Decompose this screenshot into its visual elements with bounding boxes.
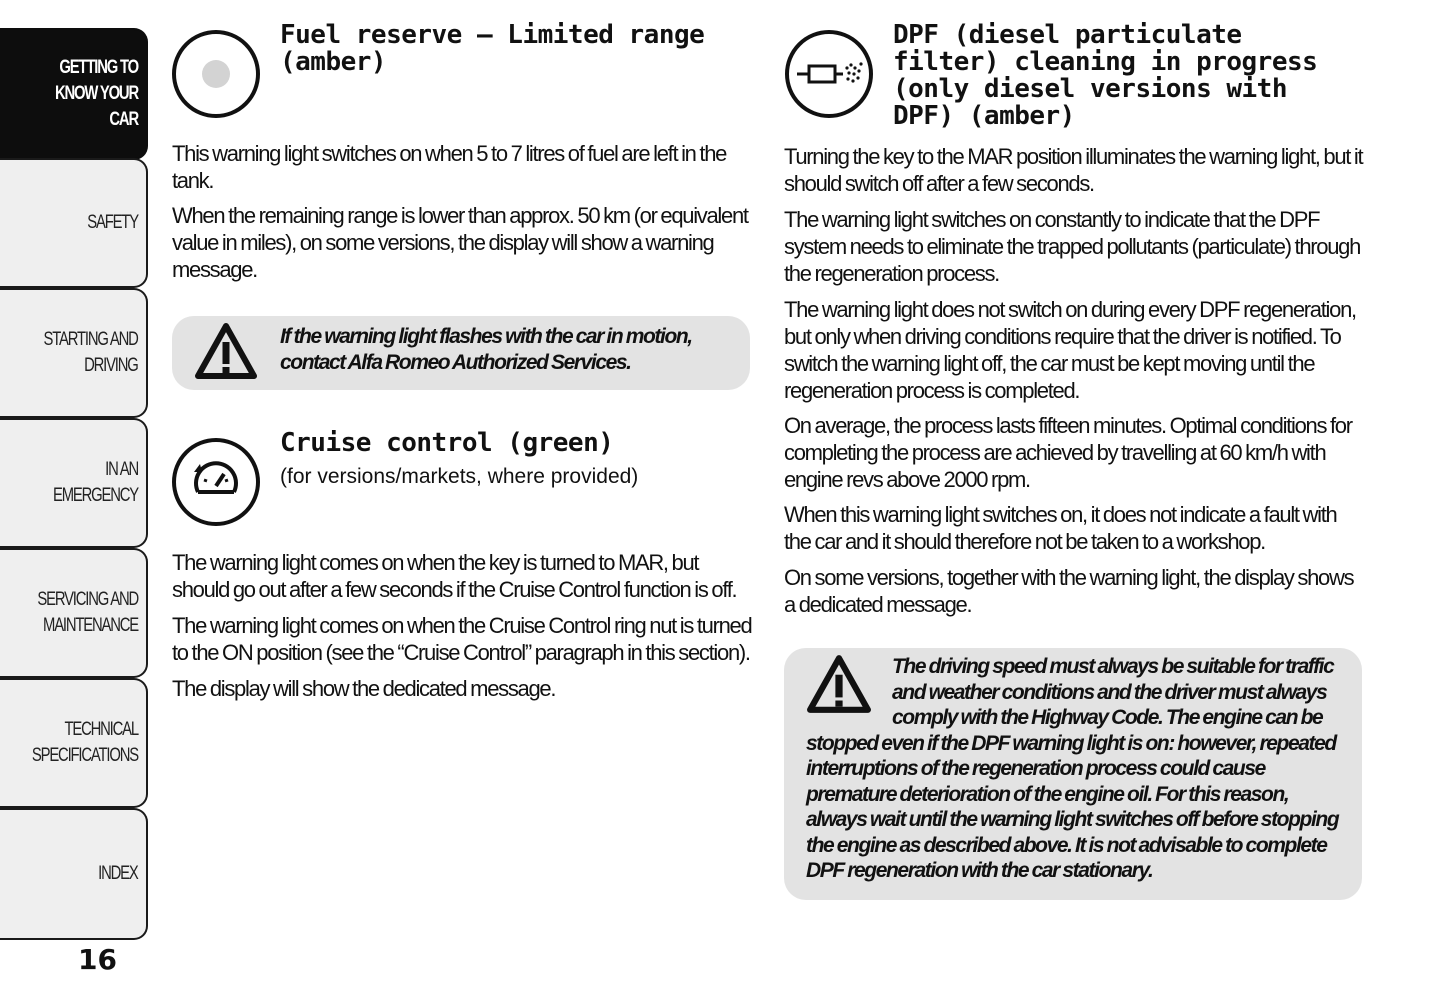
tab-label: STARTING AND DRIVING [43, 329, 138, 376]
page-number: 16 [78, 943, 117, 976]
tab-label: SAFETY [87, 212, 138, 233]
dpf-title: DPF (diesel particulate filter) cleaning in progress (only diesel versions with DPF) (amber) [893, 20, 1318, 131]
tab-label: INDEX [98, 863, 138, 884]
dpf-filter-icon [785, 30, 873, 118]
tab-starting-and-driving[interactable] [0, 288, 148, 418]
tab-label: SERVICING AND MAINTENANCE [37, 589, 138, 636]
tab-label: IN AN EMERGENCY [53, 459, 138, 506]
cruise-paragraph-1: The warning light comes on when the key is turned to MAR, but should go out after a few seconds if the Cruise Control function is off. [172, 550, 737, 602]
tab-in-an-emergency[interactable] [0, 418, 148, 548]
cruise-paragraph-3: The display will show the dedicated message. [172, 676, 556, 701]
cruise-paragraph-2: The warning light comes on when the Cruise Control ring nut is turned to the ON position (see the “Cruise Control” paragraph in this section). [172, 613, 752, 665]
fuel-reserve-warning-icon [172, 30, 260, 118]
tab-getting-to-know-your-car[interactable] [0, 28, 148, 160]
tab-index[interactable] [0, 808, 148, 940]
tab-servicing-and-maintenance[interactable] [0, 548, 148, 678]
dpf-warning-box [784, 648, 1362, 900]
tab-safety[interactable] [0, 158, 148, 288]
dpf-warning-text-content: The driving speed must always be suitable for traffic and weather conditions and the driver must always comply with the Highway Code. The engine can be stopped even if the DPF warning light is on: however, repeated interruptions of the regeneration process could cause premature deterioration of the engine oil. For this reason, always wait until the warning light switches off before stopping the engine as described above. It is not advisable to complete DPF regeneration with the car stationary. [806, 655, 1339, 882]
warning-triangle-icon [194, 322, 258, 380]
cruise-control-subtitle: (for versions/markets, where provided) [280, 465, 639, 488]
fuel-warning-box [172, 316, 750, 390]
cruise-control-title: Cruise control (green) [280, 428, 614, 458]
dpf-paragraph-4: On average, the process lasts fifteen minutes. Optimal conditions for completing the process are achieved by travelling at 60 km/h with engine revs above 2000 rpm. [784, 413, 1352, 492]
dpf-paragraph-5: When this warning light switches on, it does not indicate a fault with the car and it should therefore not be taken to a workshop. [784, 502, 1337, 554]
dpf-paragraph-1: Turning the key to the MAR position illuminates the warning light, but it should switch off after a few seconds. [784, 144, 1363, 196]
tab-label: GETTING TO KNOW YOUR CAR [54, 57, 138, 130]
fuel-paragraph-1: This warning light switches on when 5 to 7 litres of fuel are left in the tank. [172, 141, 727, 193]
dpf-warning-text [806, 654, 1346, 884]
dpf-paragraph-3: The warning light does not switch on during every DPF regeneration, but only when driving conditions require that the driver is notified. To switch the warning light off, the car must be kept moving until the regeneration process is completed. [784, 297, 1356, 403]
cruise-control-icon [172, 438, 260, 526]
tab-label: TECHNICAL SPECIFICATIONS [31, 719, 138, 766]
tab-technical-specifications[interactable] [0, 678, 148, 808]
dpf-paragraph-2: The warning light switches on constantly to indicate that the DPF system needs to eliminate the trapped pollutants (particulate) through the regeneration process. [784, 207, 1361, 286]
fuel-paragraph-2: When the remaining range is lower than approx. 50 km (or equivalent value in miles), on some versions, the display will show a warning message. [172, 203, 748, 282]
fuel-reserve-title: Fuel reserve – Limited range (amber) [280, 20, 705, 77]
fuel-warning-text: If the warning light flashes with the car in motion, contact Alfa Romeo Authorized Services. [280, 325, 692, 374]
dpf-paragraph-6: On some versions, together with the warning light, the display shows a dedicated message. [784, 565, 1354, 617]
